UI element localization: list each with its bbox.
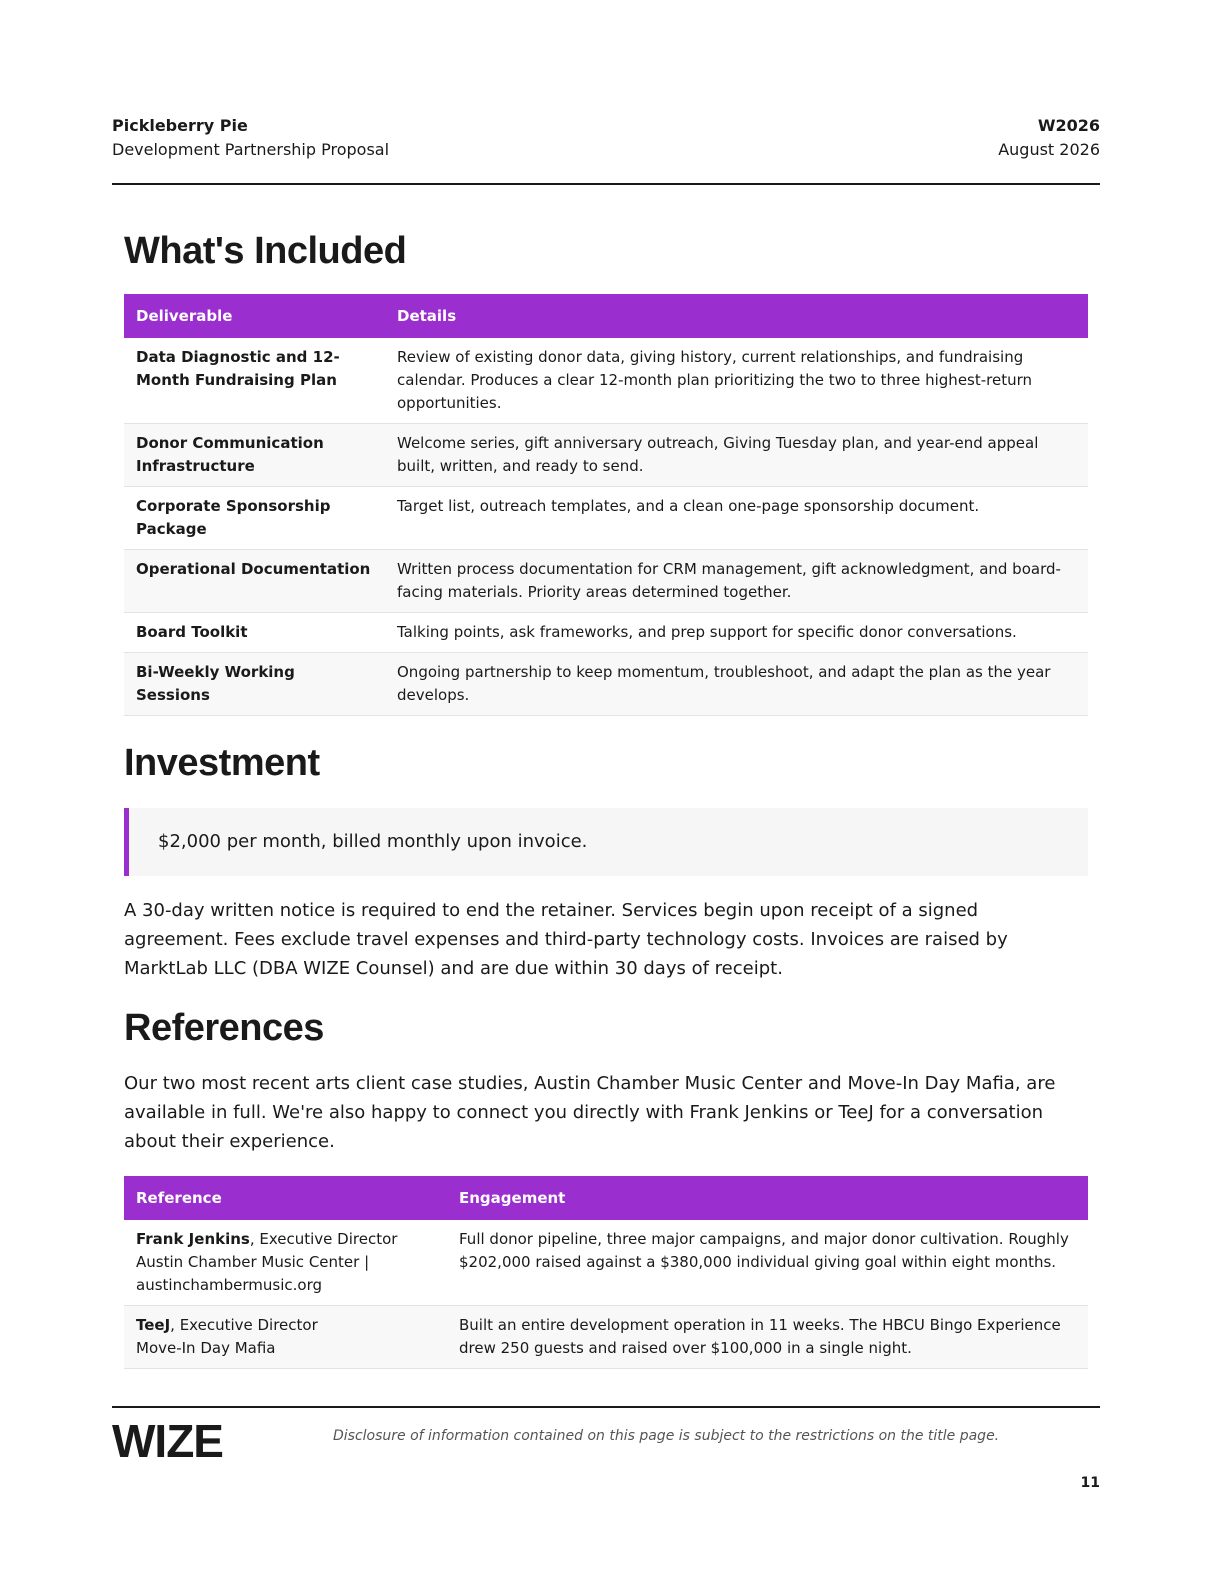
reference-role: , Executive Director	[170, 1316, 318, 1334]
details-cell: Welcome series, gift anniversary outreach, Giving Tuesday plan, and year-end appeal built, written, and ready to send.	[385, 424, 1088, 487]
org-name: Pickleberry Pie	[112, 116, 248, 135]
table-row	[124, 424, 1088, 487]
document-date: August 2026	[998, 140, 1100, 159]
deliverable-cell: Corporate Sponsorship Package	[124, 487, 385, 550]
table-row	[124, 487, 1088, 550]
wize-logo: WIZE	[112, 1415, 223, 1467]
deliverables-table	[124, 294, 1088, 716]
references-intro: Our two most recent arts client case studies, Austin Chamber Music Center and Move-In Day Mafia, are available in full. We're also happy to connect you directly with Frank Jenkins or TeeJ for a conversation about their experience.	[124, 1073, 1056, 1152]
deliverable-cell: Operational Documentation	[124, 550, 385, 613]
investment-terms: A 30-day written notice is required to end the retainer. Services begin upon receipt of a signed agreement. Fees exclude travel expenses and third-party technology costs. Invoices are raised by MarktLab LLC (DBA WIZE Counsel) and are due within 30 days of receipt.	[124, 900, 1008, 979]
reference-role: , Executive Director	[249, 1230, 398, 1248]
deliverable-cell: Board Toolkit	[124, 613, 385, 653]
table-row	[124, 613, 1088, 653]
table-header-row	[124, 1176, 1088, 1220]
reference-cell	[124, 1306, 447, 1369]
reference-name: Frank Jenkins	[136, 1230, 250, 1248]
section-heading-references: References	[124, 1007, 324, 1049]
investment-callout	[124, 808, 1088, 876]
deliverable-cell: Donor Communication Infrastructure	[124, 424, 385, 487]
reference-org: Move-In Day Mafia	[136, 1339, 276, 1357]
page-header	[112, 112, 1100, 185]
section-heading-investment: Investment	[124, 742, 320, 784]
document-title: Development Partnership Proposal	[112, 140, 390, 159]
table-row	[124, 550, 1088, 613]
column-header: Deliverable	[124, 294, 385, 338]
section-heading-included: What's Included	[124, 230, 407, 272]
reference-name: TeeJ	[136, 1316, 171, 1334]
page-footer	[112, 1406, 1100, 1467]
table-header-row	[124, 294, 1088, 338]
deliverable-cell: Bi-Weekly Working Sessions	[124, 653, 385, 716]
details-cell: Target list, outreach templates, and a clean one-page sponsorship document.	[385, 487, 1088, 550]
disclosure-notice: Disclosure of information contained on this page is subject to the restrictions on the title page.	[333, 1428, 1000, 1444]
details-cell: Talking points, ask frameworks, and prep support for specific donor conversations.	[385, 613, 1088, 653]
column-header: Engagement	[447, 1176, 1088, 1220]
table-row	[124, 338, 1088, 424]
details-cell: Written process documentation for CRM management, gift acknowledgment, and board-facing materials. Priority areas determined together.	[385, 550, 1088, 613]
details-cell: Ongoing partnership to keep momentum, troubleshoot, and adapt the plan as the year develops.	[385, 653, 1088, 716]
engagement-cell: Full donor pipeline, three major campaigns, and major donor cultivation. Roughly $202,000 raised against a $380,000 individual giving goal within eight months.	[447, 1220, 1088, 1306]
table-row	[124, 1220, 1088, 1306]
header-left	[112, 114, 389, 162]
reference-org: Austin Chamber Music Center | austinchambermusic.org	[136, 1253, 370, 1294]
reference-cell	[124, 1220, 447, 1306]
column-header: Reference	[124, 1176, 447, 1220]
page-number: 11	[1080, 1475, 1100, 1491]
page-content	[124, 228, 1088, 1369]
callout-text: $2,000 per month, billed monthly upon invoice.	[158, 831, 588, 852]
deliverable-cell: Data Diagnostic and 12-Month Fundraising Plan	[124, 338, 385, 424]
engagement-cell: Built an entire development operation in 11 weeks. The HBCU Bingo Experience drew 250 guests and raised over $100,000 in a single night.	[447, 1306, 1088, 1369]
details-cell: Review of existing donor data, giving history, current relationships, and fundraising calendar. Produces a clear 12-month plan prioritizing the two to three highest-return opportunities.	[385, 338, 1088, 424]
table-row	[124, 653, 1088, 716]
document-code: W2026	[1037, 116, 1100, 135]
header-right	[998, 114, 1100, 162]
column-header: Details	[385, 294, 1088, 338]
references-table	[124, 1176, 1088, 1369]
table-row	[124, 1306, 1088, 1369]
